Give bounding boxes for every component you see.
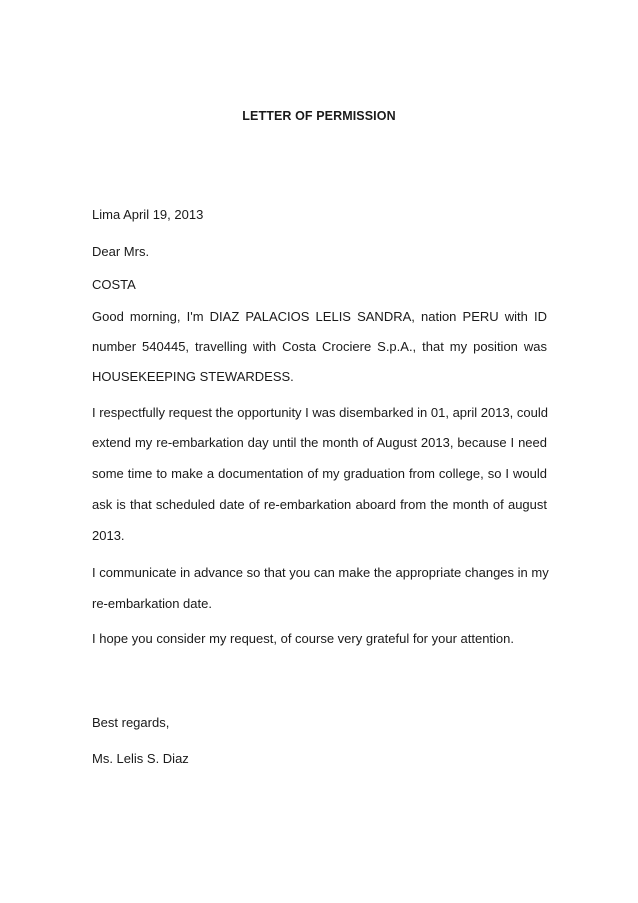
paragraph-1-line-1: Good morning, I'm DIAZ PALACIOS LELIS SANDRA, nation PERU with ID xyxy=(92,309,547,324)
date-line: Lima April 19, 2013 xyxy=(92,207,204,222)
paragraph-4-line-1: I hope you consider my request, of course very grateful for your attention. xyxy=(92,631,514,646)
signature-name: Ms. Lelis S. Diaz xyxy=(92,751,189,766)
paragraph-1-line-2: number 540445, travelling with Costa Crociere S.p.A., that my position was xyxy=(92,339,547,354)
recipient: COSTA xyxy=(92,277,136,292)
document-title: LETTER OF PERMISSION xyxy=(242,109,396,123)
salutation: Dear Mrs. xyxy=(92,244,150,259)
paragraph-2-line-3: some time to make a documentation of my graduation from college, so I would xyxy=(92,466,547,481)
paragraph-2-line-4: ask is that scheduled date of re-embarkation aboard from the month of august xyxy=(92,497,547,512)
paragraph-2-line-5: 2013. xyxy=(92,528,125,543)
paragraph-1-line-3: HOUSEKEEPING STEWARDESS. xyxy=(92,369,294,384)
paragraph-2-line-1: I respectfully request the opportunity I was disembarked in 01, april 2013, could xyxy=(92,405,548,420)
closing: Best regards, xyxy=(92,715,170,730)
paragraph-3-line-2: re-embarkation date. xyxy=(92,596,212,611)
paragraph-2-line-2: extend my re-embarkation day until the month of August 2013, because I need xyxy=(92,435,547,450)
paragraph-3-line-1: I communicate in advance so that you can make the appropriate changes in my xyxy=(92,565,549,580)
